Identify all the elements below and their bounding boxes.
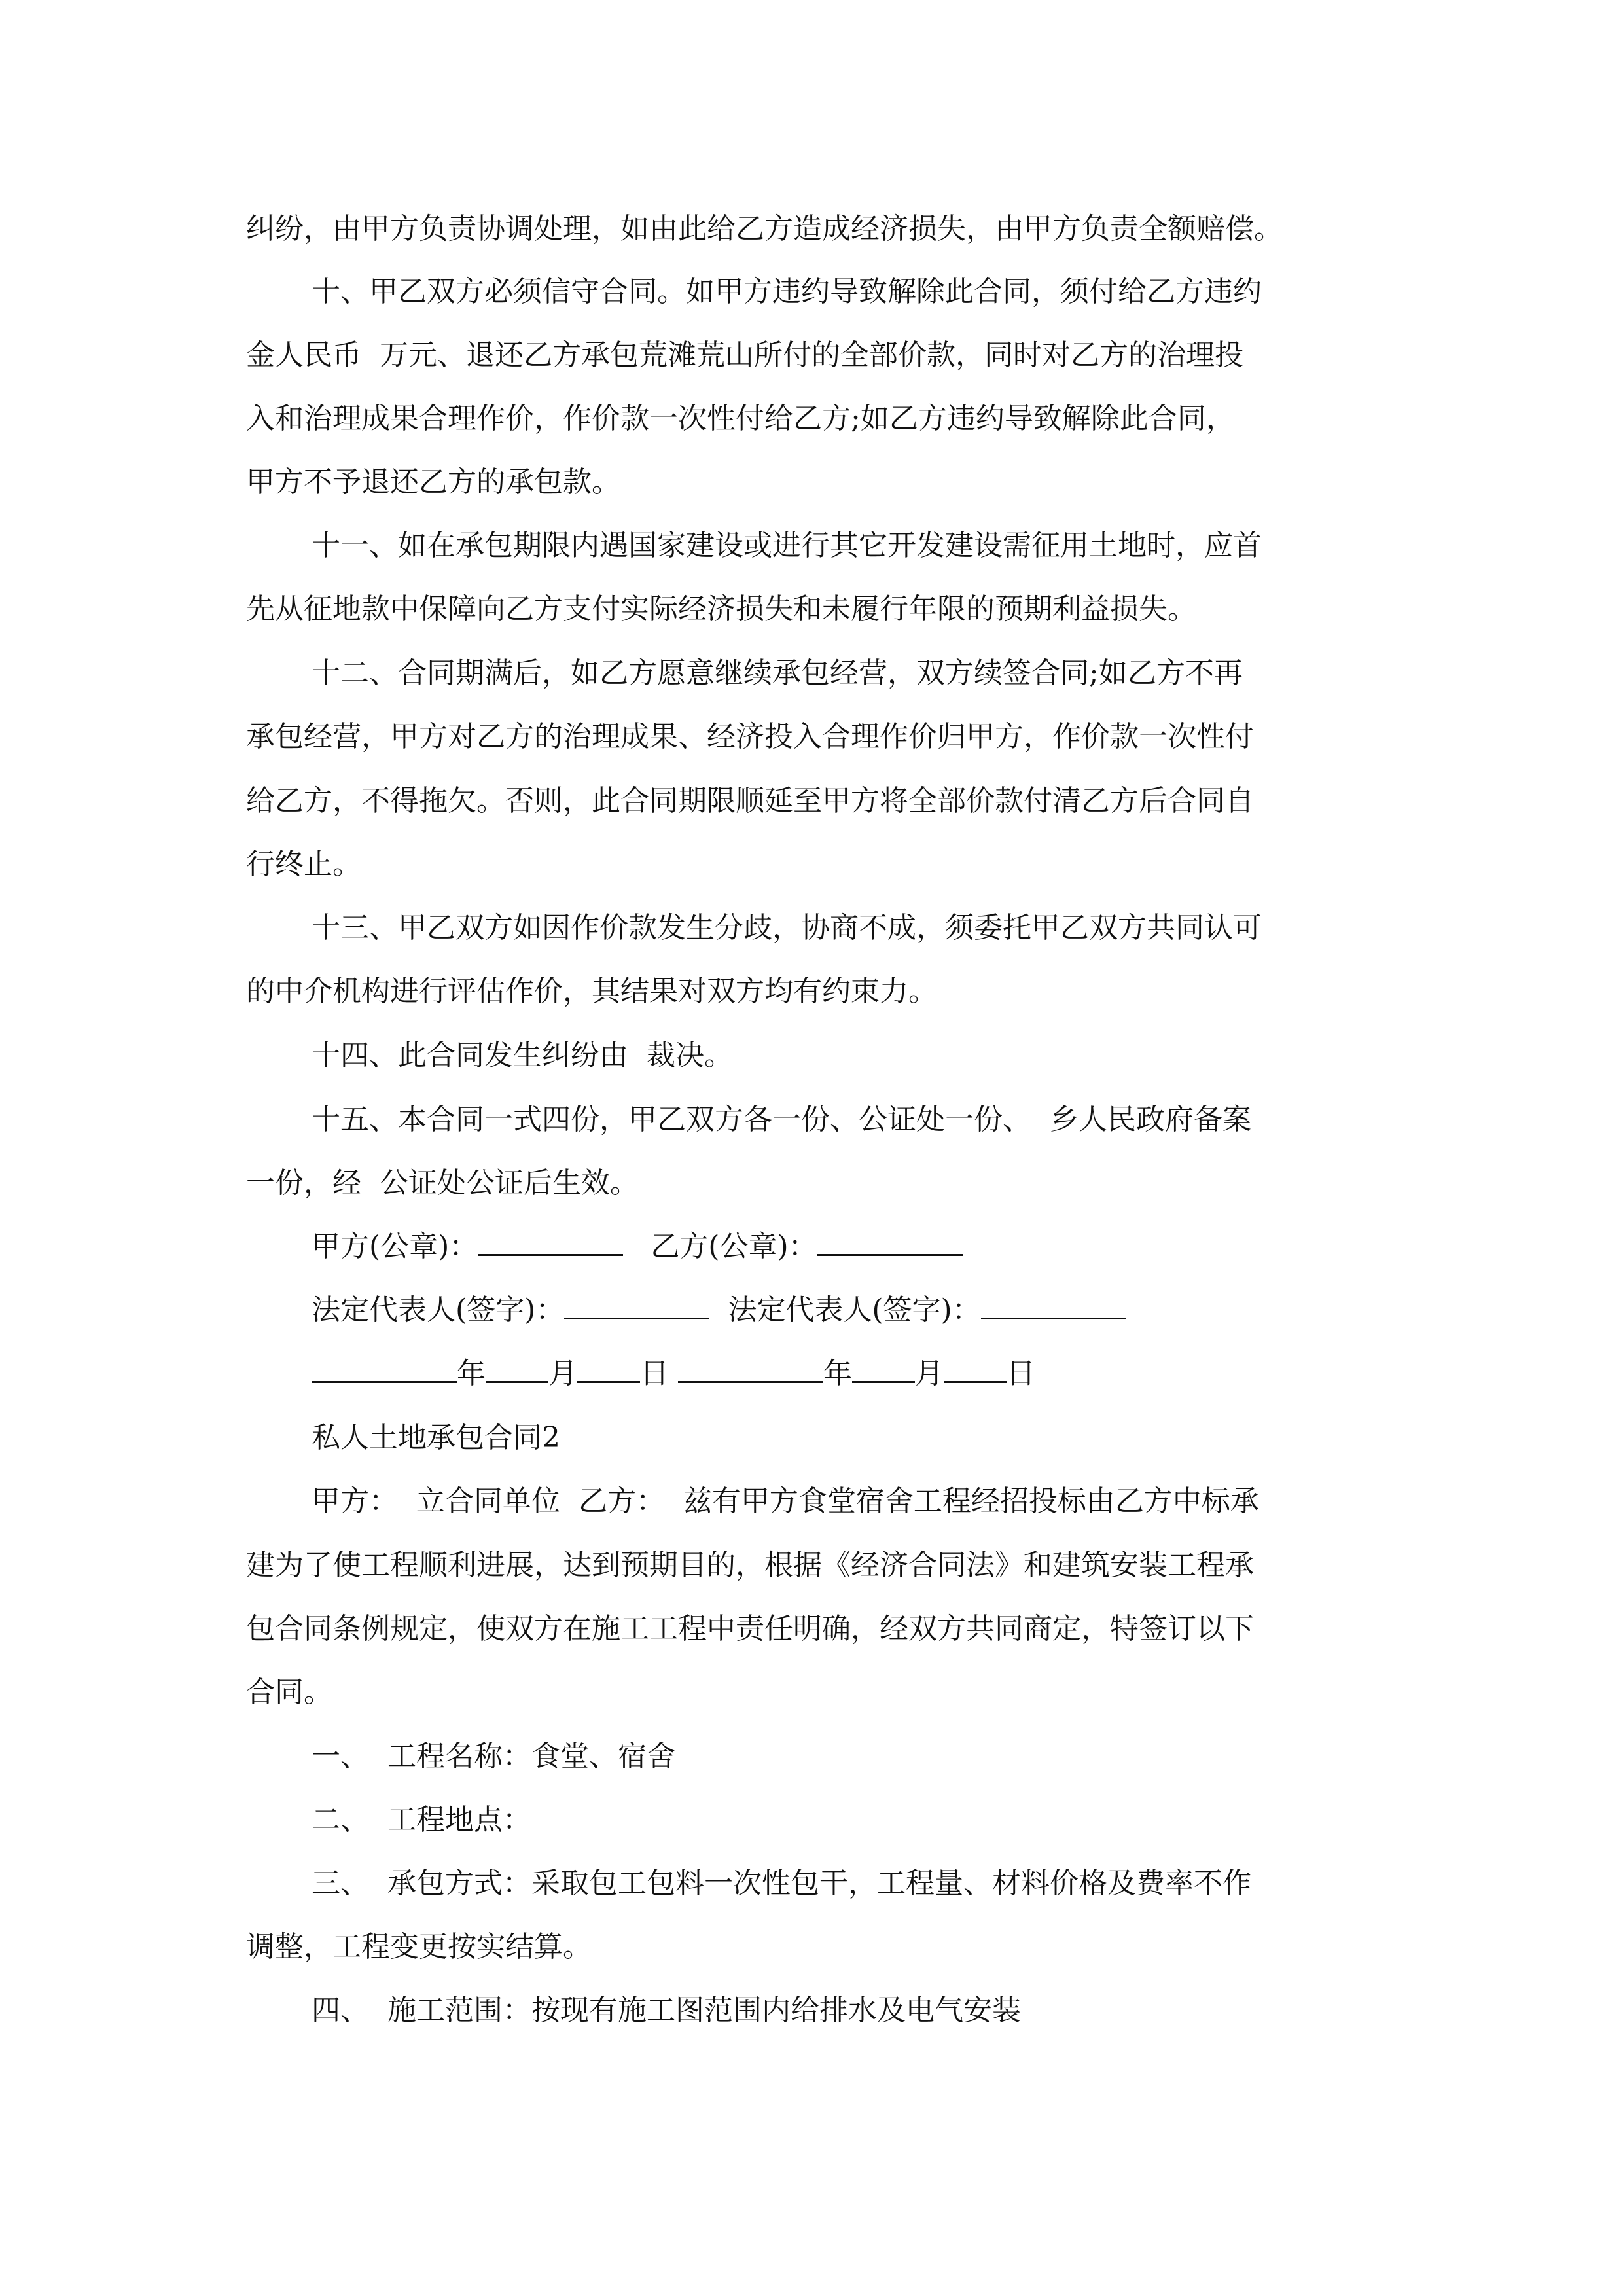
text-line: 承包经营，甲方对乙方的治理成果、经济投入合理作价归甲方，作价款一次性付 bbox=[246, 720, 1254, 753]
text-line: 行终止。 bbox=[246, 848, 361, 881]
date-b-year-blank bbox=[678, 1357, 823, 1383]
date-b-day-blank bbox=[944, 1357, 1007, 1383]
date-a-day-blank bbox=[577, 1357, 640, 1383]
signature-rep-line bbox=[0, 1292, 1623, 1329]
text-line: 入和治理成果合理作价，作价款一次性付给乙方;如乙方违约导致解除此合同， bbox=[246, 402, 1235, 435]
text-line: 十五、本合同一式四份，甲乙双方各一份、公证处一份、 乡人民政府备案 bbox=[312, 1103, 1251, 1136]
text-line: 建为了使工程顺利进展，达到预期目的，根据《经济合同法》和建筑安装工程承 bbox=[246, 1549, 1254, 1582]
date-b-year: 年 bbox=[823, 1357, 852, 1390]
rep-a-blank bbox=[564, 1294, 709, 1319]
text-line: 先从征地款中保障向乙方支付实际经济损失和未履行年限的预期利益损失。 bbox=[246, 592, 1196, 626]
text-line: 调整，工程变更按实结算。 bbox=[246, 1930, 592, 1964]
rep-b-label: 法定代表人(签字)： bbox=[728, 1293, 981, 1327]
party-b-seal-label: 乙方(公章)： bbox=[651, 1230, 817, 1263]
text-line: 二、 工程地点： bbox=[312, 1803, 531, 1837]
text-line: 十四、此合同发生纠纷由 裁决。 bbox=[312, 1039, 733, 1072]
text-line: 合同。 bbox=[246, 1676, 332, 1709]
party-b-seal-blank bbox=[817, 1230, 963, 1256]
text-line: 给乙方，不得拖欠。否则，此合同期限顺延至甲方将全部价款付清乙方后合同自 bbox=[246, 784, 1254, 817]
party-a-seal-label: 甲方(公章)： bbox=[312, 1230, 478, 1263]
text-line: 十二、合同期满后，如乙方愿意继续承包经营，双方续签合同;如乙方不再 bbox=[312, 656, 1243, 690]
signature-date-line bbox=[0, 1355, 1623, 1392]
party-a-seal-blank bbox=[478, 1230, 623, 1256]
signature-seal-line bbox=[0, 1229, 1623, 1265]
text-line: 十三、甲乙双方如因作价款发生分歧，协商不成，须委托甲乙双方共同认可 bbox=[312, 911, 1262, 944]
text-line: 金人民币 万元、退还乙方承包荒滩荒山所付的全部价款，同时对乙方的治理投 bbox=[246, 338, 1243, 372]
date-b-day: 日 bbox=[1007, 1357, 1035, 1390]
contract-2-title: 私人土地承包合同2 bbox=[312, 1421, 560, 1454]
date-b-month: 月 bbox=[915, 1357, 944, 1390]
text-line: 甲方： 立合同单位 乙方： 兹有甲方食堂宿舍工程经招投标由乙方中标承 bbox=[312, 1484, 1259, 1518]
text-line: 纠纷，由甲方负责协调处理，如由此给乙方造成经济损失，由甲方负责全额赔偿。 bbox=[246, 212, 1283, 245]
text-line: 十、甲乙双方必须信守合同。如甲方违约导致解除此合同，须付给乙方违约 bbox=[312, 275, 1262, 308]
text-line: 甲方不予退还乙方的承包款。 bbox=[246, 465, 620, 499]
date-a-year-blank bbox=[312, 1357, 457, 1383]
date-a-day: 日 bbox=[640, 1357, 669, 1390]
date-a-month: 月 bbox=[548, 1357, 577, 1390]
text-line: 一、 工程名称：食堂、宿舍 bbox=[312, 1740, 675, 1773]
text-line: 三、 承包方式：采取包工包料一次性包干，工程量、材料价格及费率不作 bbox=[312, 1867, 1251, 1900]
rep-b-blank bbox=[981, 1294, 1126, 1319]
date-b-month-blank bbox=[852, 1357, 915, 1383]
text-line: 四、 施工范围：按现有施工图范围内给排水及电气安装 bbox=[312, 1994, 1021, 2027]
text-line: 十一、如在承包期限内遇国家建设或进行其它开发建设需征用土地时，应首 bbox=[312, 529, 1262, 562]
date-a-year: 年 bbox=[457, 1357, 486, 1390]
text-line: 一份，经 公证处公证后生效。 bbox=[246, 1166, 639, 1200]
date-a-month-blank bbox=[486, 1357, 548, 1383]
text-line: 的中介机构进行评估作价，其结果对双方均有约束力。 bbox=[246, 975, 937, 1008]
text-line: 包合同条例规定，使双方在施工工程中责任明确，经双方共同商定，特签订以下 bbox=[246, 1612, 1254, 1645]
rep-a-label: 法定代表人(签字)： bbox=[312, 1293, 565, 1327]
